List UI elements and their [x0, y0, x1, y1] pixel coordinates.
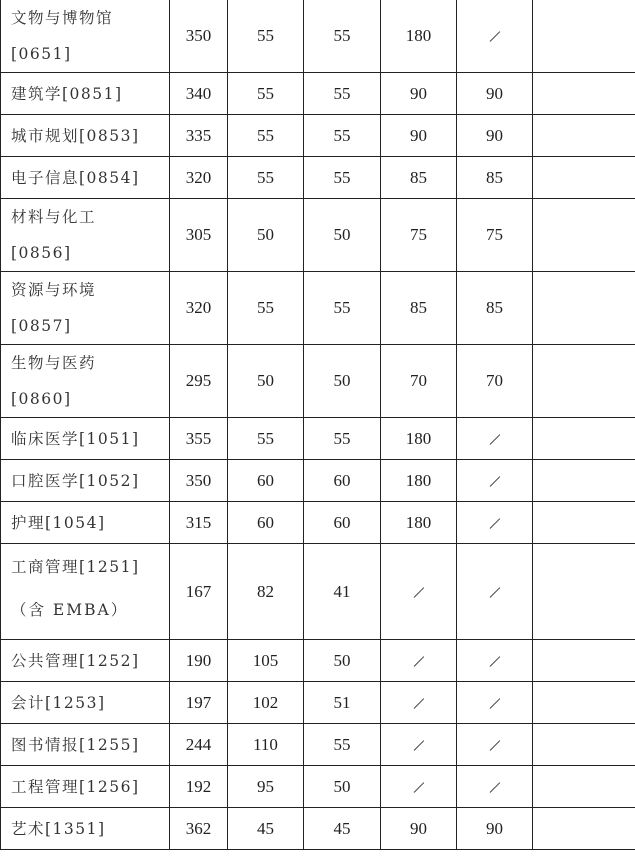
program-name-cell: [1, 502, 170, 544]
not-applicable-slash: [413, 698, 424, 709]
score-value: 55: [257, 298, 274, 317]
empty-cell: [533, 345, 635, 418]
score-cell-s4: [457, 199, 533, 272]
program-name-cell: [1, 345, 170, 418]
program-name-line: [0651]: [11, 44, 72, 63]
program-name-cell: [1, 115, 170, 157]
score-cell-s2: [304, 808, 381, 850]
score-cell-s4: [457, 724, 533, 766]
program-name-line: 生物与医药: [11, 354, 97, 372]
score-value: 90: [486, 818, 503, 838]
empty-cell: [533, 544, 635, 640]
score-cell-s2: [304, 766, 381, 808]
score-cell-s1: [228, 199, 304, 272]
program-name-line: 城市规划[0853]: [11, 126, 140, 145]
score-cell-s4: [457, 460, 533, 502]
score-value: 45: [333, 818, 351, 838]
program-name-line: 文物与博物馆: [11, 8, 114, 27]
score-value: 315: [185, 512, 212, 532]
score-value: 50: [333, 776, 351, 796]
program-name-line: （含 EMBA）: [11, 600, 129, 619]
score-value: 180: [405, 470, 432, 490]
program-name-line: [0860]: [11, 390, 72, 408]
score-cell-s3: [381, 640, 457, 682]
not-applicable-slash: [489, 782, 500, 793]
table-row: [1, 272, 635, 345]
score-cell-s4: [457, 544, 533, 640]
table-row: [1, 640, 635, 682]
score-cell-s1: [228, 766, 304, 808]
score-value: 167: [185, 581, 212, 601]
score-cell-total: [170, 808, 228, 850]
score-value: 340: [185, 83, 212, 103]
program-name-cell: [1, 460, 170, 502]
program-name-cell: [1, 808, 170, 850]
empty-cell: [533, 73, 635, 115]
program-name-line: 口腔医学[1052]: [11, 471, 140, 490]
not-applicable-slash: [489, 740, 500, 751]
table-row: [1, 460, 635, 502]
table-row: [1, 724, 635, 766]
score-cell-s4: [457, 502, 533, 544]
score-value: 50: [333, 650, 351, 670]
score-cell-total: [170, 460, 228, 502]
score-table-body: [1, 0, 635, 850]
score-value: 55: [333, 734, 351, 754]
score-cell-s2: [304, 345, 381, 418]
score-value: 55: [257, 167, 274, 187]
table-row: [1, 502, 635, 544]
table-row: [1, 766, 635, 808]
score-value: 320: [185, 167, 212, 187]
score-value: 60: [333, 470, 351, 490]
score-value: 90: [486, 83, 503, 103]
score-cell-s4: [457, 0, 533, 73]
score-cell-s2: [304, 544, 381, 640]
empty-cell: [533, 199, 635, 272]
score-value: 180: [405, 512, 432, 532]
program-name-cell: [1, 544, 170, 640]
score-cell-s1: [228, 724, 304, 766]
score-cell-s2: [304, 157, 381, 199]
program-name-cell: [1, 199, 170, 272]
program-name-line: 建筑学[0851]: [11, 84, 123, 103]
score-value: 335: [185, 125, 212, 145]
table-row: [1, 808, 635, 850]
score-value: 51: [333, 692, 351, 712]
score-cell-s2: [304, 0, 381, 73]
program-name-cell: [1, 766, 170, 808]
score-cell-s2: [304, 640, 381, 682]
program-name-cell: [1, 640, 170, 682]
score-cell-s3: [381, 808, 457, 850]
table-row: [1, 418, 635, 460]
score-value: 55: [333, 83, 351, 103]
table-row: [1, 115, 635, 157]
score-cell-s4: [457, 272, 533, 345]
score-cell-s1: [228, 502, 304, 544]
score-cell-s3: [381, 682, 457, 724]
score-value: 55: [257, 125, 274, 145]
score-cell-s4: [457, 640, 533, 682]
score-value: 55: [333, 125, 351, 145]
empty-cell: [533, 272, 635, 345]
score-cell-s2: [304, 199, 381, 272]
score-cell-s4: [457, 418, 533, 460]
score-value: 85: [486, 167, 503, 187]
score-cell-total: [170, 724, 228, 766]
score-cell-s1: [228, 345, 304, 418]
score-value: 90: [486, 125, 503, 145]
empty-cell: [533, 724, 635, 766]
program-name-line: 资源与环境: [11, 281, 97, 299]
not-applicable-slash: [413, 587, 424, 598]
score-value: 85: [486, 298, 503, 317]
empty-cell: [533, 418, 635, 460]
score-value: 50: [257, 371, 274, 390]
score-value: 244: [185, 734, 212, 754]
not-applicable-slash: [413, 782, 424, 793]
table-row: [1, 682, 635, 724]
score-value: 45: [257, 818, 274, 838]
empty-cell: [533, 502, 635, 544]
score-cell-s3: [381, 157, 457, 199]
program-name-line: 临床医学[1051]: [11, 429, 140, 448]
score-cell-total: [170, 73, 228, 115]
score-cell-s4: [457, 157, 533, 199]
score-cell-s3: [381, 460, 457, 502]
score-cell-total: [170, 640, 228, 682]
program-name-line: 电子信息[0854]: [11, 168, 140, 187]
score-cell-s1: [228, 272, 304, 345]
score-value: 85: [410, 298, 427, 317]
score-cell-s1: [228, 73, 304, 115]
score-cell-s4: [457, 682, 533, 724]
score-value: 190: [185, 650, 212, 670]
program-name-cell: [1, 418, 170, 460]
score-cell-s3: [381, 544, 457, 640]
score-value: 55: [333, 25, 351, 45]
score-cell-s1: [228, 418, 304, 460]
score-value: 362: [185, 818, 212, 838]
score-cell-s4: [457, 808, 533, 850]
score-value: 90: [410, 818, 427, 838]
score-cell-s1: [228, 157, 304, 199]
table-row: [1, 73, 635, 115]
program-name-line: 护理[1054]: [11, 513, 106, 532]
score-value: 55: [333, 167, 351, 187]
score-cell-s3: [381, 199, 457, 272]
score-value: 320: [185, 298, 212, 317]
score-value: 95: [257, 776, 274, 796]
score-cell-s1: [228, 544, 304, 640]
score-cell-s2: [304, 460, 381, 502]
score-cell-s2: [304, 418, 381, 460]
program-name-line: 会计[1253]: [11, 693, 106, 712]
table-row: [1, 0, 635, 73]
program-name-line: 艺术[1351]: [11, 819, 106, 838]
score-cell-s2: [304, 272, 381, 345]
score-cell-total: [170, 0, 228, 73]
score-cell-s1: [228, 682, 304, 724]
score-value: 75: [410, 225, 427, 244]
score-value: 60: [257, 512, 274, 532]
program-name-line: 工商管理[1251]: [11, 557, 140, 576]
score-value: 295: [185, 371, 212, 390]
score-value: 70: [410, 371, 427, 390]
score-cell-s4: [457, 766, 533, 808]
score-value: 90: [410, 83, 427, 103]
score-cell-total: [170, 199, 228, 272]
score-value: 350: [185, 25, 212, 45]
score-value: 305: [185, 225, 212, 244]
not-applicable-slash: [489, 476, 500, 487]
score-cell-s1: [228, 115, 304, 157]
not-applicable-slash: [489, 434, 500, 445]
score-value: 110: [253, 734, 278, 754]
program-name-line: 材料与化工: [11, 208, 97, 226]
score-cell-s3: [381, 724, 457, 766]
score-cell-total: [170, 272, 228, 345]
score-value: 90: [410, 125, 427, 145]
score-cell-s3: [381, 766, 457, 808]
score-cell-s4: [457, 73, 533, 115]
empty-cell: [533, 682, 635, 724]
program-name-cell: [1, 73, 170, 115]
program-name-line: [0856]: [11, 244, 72, 262]
score-value: 55: [257, 428, 274, 448]
score-value: 70: [486, 371, 503, 390]
empty-cell: [533, 640, 635, 682]
not-applicable-slash: [413, 740, 424, 751]
score-value: 75: [486, 225, 503, 244]
score-value: 102: [252, 692, 279, 712]
score-cell-s2: [304, 73, 381, 115]
not-applicable-slash: [489, 587, 500, 598]
score-value: 60: [333, 512, 351, 532]
program-name-cell: [1, 272, 170, 345]
score-value: 105: [252, 650, 279, 670]
score-value: 50: [333, 225, 351, 244]
score-value: 55: [257, 83, 274, 103]
score-value: 55: [257, 25, 274, 45]
not-applicable-slash: [489, 698, 500, 709]
program-name-line: 公共管理[1252]: [11, 651, 140, 670]
score-value: 55: [333, 428, 351, 448]
empty-cell: [533, 115, 635, 157]
program-name-cell: [1, 724, 170, 766]
score-value: 197: [185, 692, 212, 712]
score-value: 82: [257, 581, 274, 601]
score-cell-total: [170, 157, 228, 199]
empty-cell: [533, 808, 635, 850]
score-value: 355: [185, 428, 212, 448]
score-cell-s2: [304, 115, 381, 157]
table-row: [1, 544, 635, 640]
score-cell-total: [170, 544, 228, 640]
score-cell-s3: [381, 272, 457, 345]
score-cell-s3: [381, 345, 457, 418]
score-cell-s1: [228, 640, 304, 682]
score-cell-s4: [457, 345, 533, 418]
score-value: 60: [257, 470, 274, 490]
empty-cell: [533, 157, 635, 199]
score-cell-total: [170, 502, 228, 544]
score-cell-s1: [228, 0, 304, 73]
score-cell-s3: [381, 418, 457, 460]
score-cell-total: [170, 115, 228, 157]
not-applicable-slash: [489, 656, 500, 667]
score-cell-s1: [228, 460, 304, 502]
score-cell-total: [170, 766, 228, 808]
score-cell-s1: [228, 808, 304, 850]
score-value: 50: [257, 225, 274, 244]
score-cell-s3: [381, 0, 457, 73]
score-cell-s3: [381, 502, 457, 544]
table-row: [1, 199, 635, 272]
score-cell-s3: [381, 115, 457, 157]
score-cell-total: [170, 418, 228, 460]
program-name-cell: [1, 0, 170, 73]
score-value: 50: [333, 371, 351, 390]
score-cell-total: [170, 345, 228, 418]
score-value: 350: [185, 470, 212, 490]
score-value: 180: [405, 25, 432, 45]
program-name-cell: [1, 157, 170, 199]
not-applicable-slash: [413, 656, 424, 667]
empty-cell: [533, 766, 635, 808]
table-row: [1, 157, 635, 199]
score-cell-s2: [304, 682, 381, 724]
empty-cell: [533, 460, 635, 502]
score-value: 55: [333, 298, 351, 317]
score-value: 180: [405, 428, 432, 448]
score-value: 85: [410, 167, 427, 187]
score-cell-total: [170, 682, 228, 724]
program-name-line: 图书情报[1255]: [11, 735, 140, 754]
score-cell-s3: [381, 73, 457, 115]
program-name-cell: [1, 682, 170, 724]
table-row: [1, 345, 635, 418]
not-applicable-slash: [489, 31, 500, 42]
program-name-line: 工程管理[1256]: [11, 777, 140, 796]
not-applicable-slash: [489, 518, 500, 529]
empty-cell: [533, 0, 635, 73]
score-cell-s4: [457, 115, 533, 157]
score-cell-s2: [304, 502, 381, 544]
score-value: 41: [333, 581, 351, 601]
score-cell-s2: [304, 724, 381, 766]
program-name-line: [0857]: [11, 317, 72, 335]
score-value: 192: [185, 776, 212, 796]
